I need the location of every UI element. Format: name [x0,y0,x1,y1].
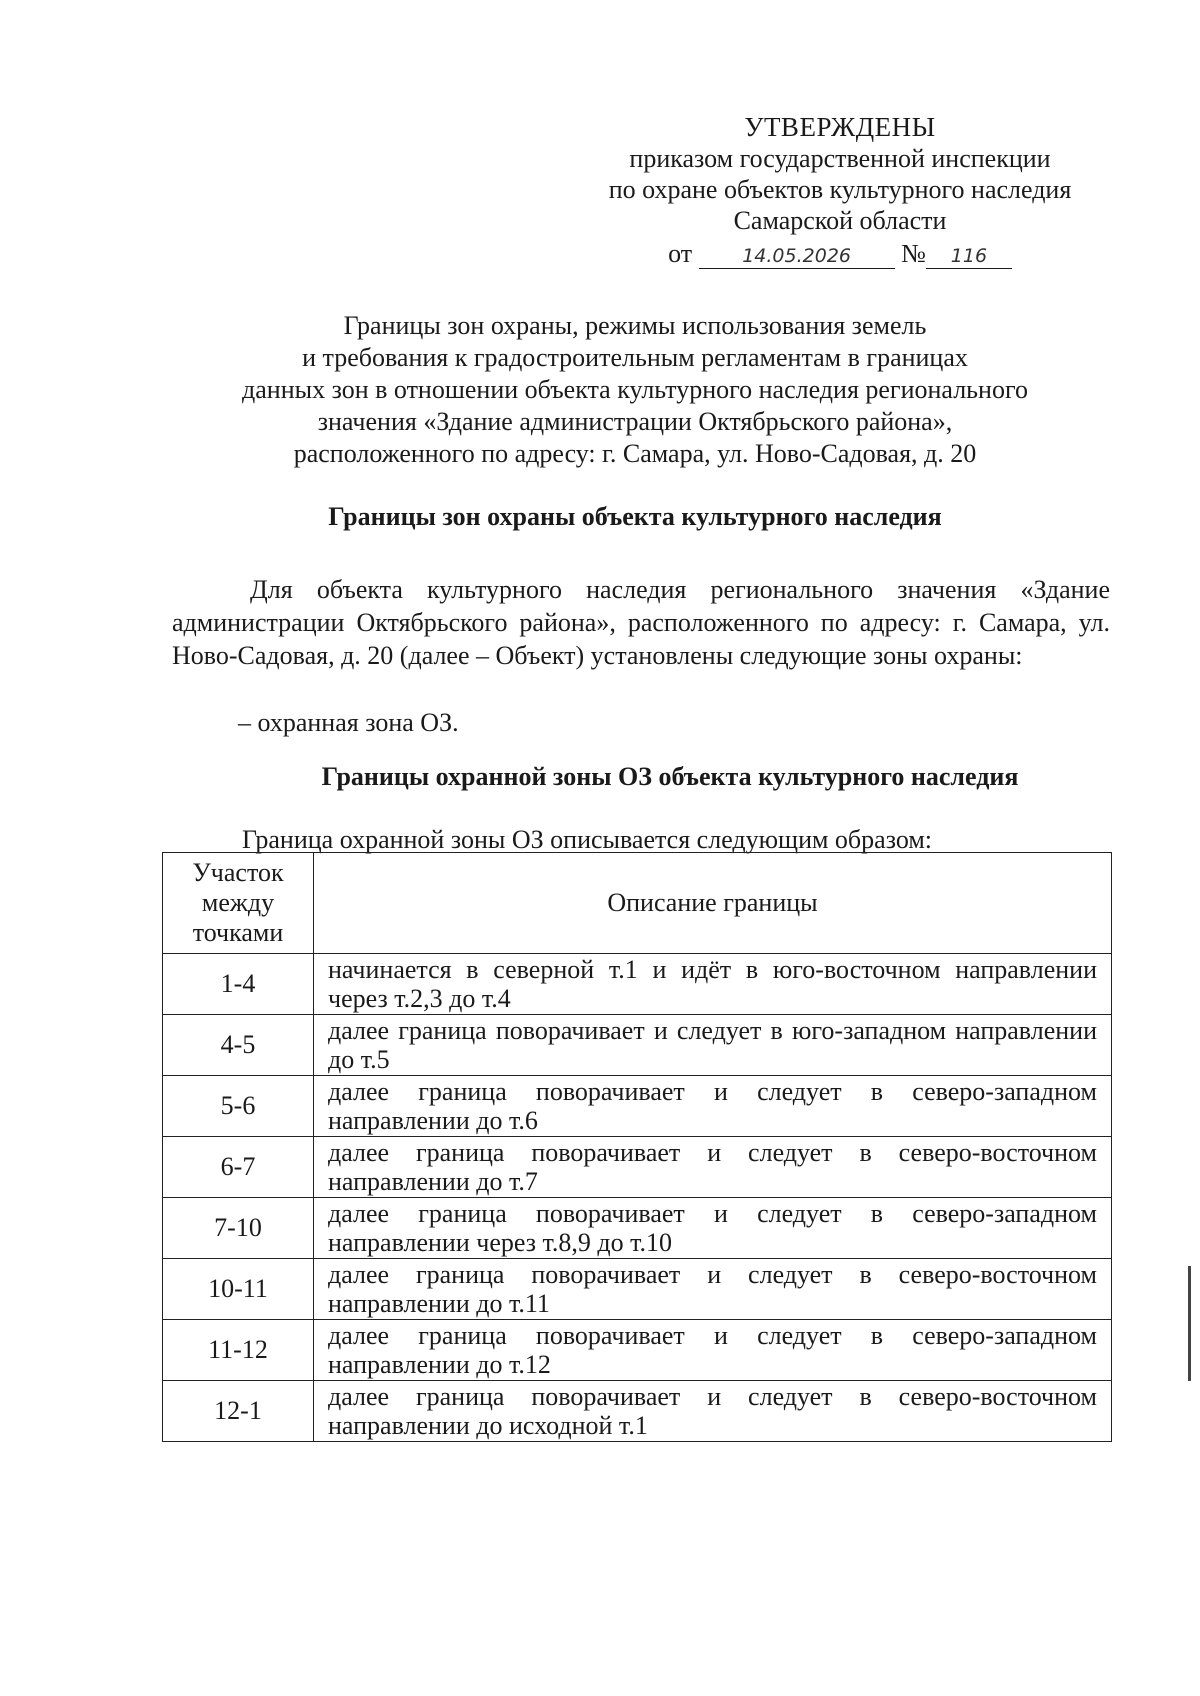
table-row [163,1137,1112,1198]
document-title-line: значения «Здание администрации Октябрьского района», [317,407,953,436]
segment-cell: 11-12 [163,1320,314,1381]
segment-cell: 5-6 [163,1076,314,1137]
table-row [163,1198,1112,1259]
table-row [163,1381,1112,1442]
section-heading-zones: Границы зон охраны объекта культурного наследия [328,502,942,531]
description-cell: далее граница поворачивает и следует в северо-восточном направлении до т.11 [314,1259,1112,1320]
document-title-line: и требования к градостроительным регламентам в границах [302,343,968,372]
zones-paragraph [172,573,1110,672]
zone-list-item: – охранная зона ОЗ. [238,708,459,737]
table-row [163,1259,1112,1320]
segment-cell: 7-10 [163,1198,314,1259]
description-cell: далее граница поворачивает и следует в юго-западном направлении до т.5 [314,1015,1112,1076]
table-row [163,954,1112,1015]
table-row [163,1320,1112,1381]
segment-cell: 4-5 [163,1015,314,1076]
description-cell: далее граница поворачивает и следует в северо-восточном направлении до т.7 [314,1137,1112,1198]
table-intro: Граница охранной зоны ОЗ описывается следующим образом: [242,825,933,854]
approval-line-1: приказом государственной инспекции [629,144,1051,173]
description-cell: далее граница поворачивает и следует в северо-западном направлении до т.6 [314,1076,1112,1137]
description-cell: начинается в северной т.1 и идёт в юго-восточном направлении через т.2,3 до т.4 [314,954,1112,1015]
segment-cell: 1-4 [163,954,314,1015]
description-cell: далее граница поворачивает и следует в северо-восточном направлении до исходной т.1 [314,1381,1112,1442]
segment-cell: 12-1 [163,1381,314,1442]
approval-stamp-block [560,112,1120,269]
number-prefix: № [901,239,926,268]
order-number: 116 [926,244,1012,269]
segment-cell: 6-7 [163,1137,314,1198]
section-heading-oz-boundaries: Границы охранной зоны ОЗ объекта культурного наследия [321,762,1019,791]
document-title-line: Границы зон охраны, режимы использования земель [343,311,927,340]
header-description: Описание границы [314,853,1112,954]
scan-edge-mark [1188,1266,1191,1381]
header-segment-line: Участок [192,858,284,887]
approval-dateline [560,238,1120,269]
table-row [163,1076,1112,1137]
order-date: 14.05.2026 [699,244,895,269]
table-row [163,1015,1112,1076]
document-title [170,310,1100,470]
document-title-line: расположенного по адресу: г. Самара, ул. Ново-Садовая, д. 20 [293,439,977,468]
zones-paragraph-text: Для объекта культурного наследия регионального значения «Здание администрации Октябрьского района», расположенного по адресу: г. Самара, ул. Ново-Садовая, д. 20 (далее – Объект) установлены следующие зоны охраны: [172,575,1110,670]
approval-title: УТВЕРЖДЕНЫ [744,112,936,142]
table-header-row [163,853,1112,954]
date-prefix: от [668,239,693,268]
approval-line-3: Самарской области [733,206,947,235]
boundary-table [162,852,1112,1442]
header-segment [163,853,314,954]
header-segment-line: точками [192,918,284,947]
header-segment-line: между [201,888,275,917]
approval-line-2: по охране объектов культурного наследия [608,175,1072,204]
description-cell: далее граница поворачивает и следует в северо-западном направлении до т.12 [314,1320,1112,1381]
document-title-line: данных зон в отношении объекта культурного наследия регионального [242,375,1028,404]
description-cell: далее граница поворачивает и следует в северо-западном направлении через т.8,9 до т.10 [314,1198,1112,1259]
segment-cell: 10-11 [163,1259,314,1320]
